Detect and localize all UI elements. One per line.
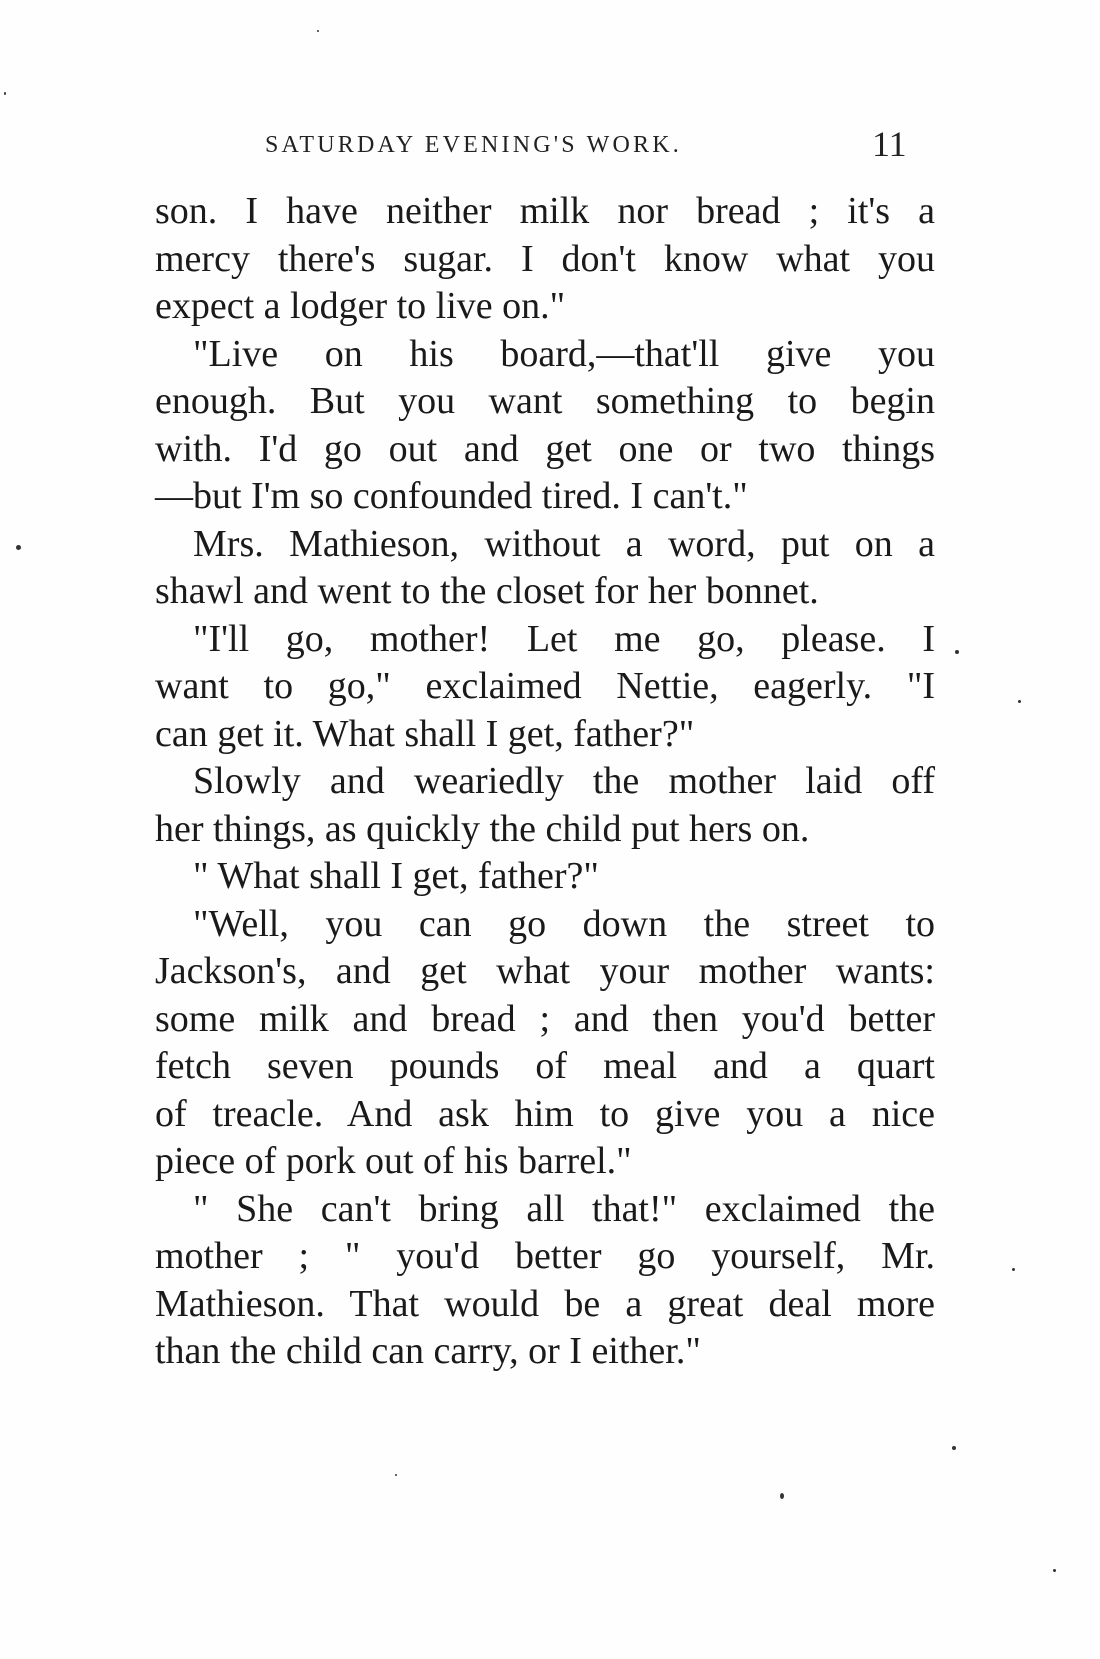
text-line: with. I'd go out and get one or two things [155, 427, 935, 470]
body-text [155, 188, 935, 1376]
text-line: Mrs. Mathieson, without a word, put on a [193, 522, 935, 565]
scan-speck [16, 545, 21, 550]
text-line: mercy there's sugar. I don't know what you [155, 237, 935, 280]
scan-speck [780, 1493, 784, 1499]
text-line: shawl and went to the closet for her bonnet. [155, 570, 819, 612]
text-line: fetch seven pounds of meal and a quart [155, 1045, 935, 1087]
text-line: "I'll go, mother! Let me go, please. I [193, 617, 935, 660]
text-line: mother ; " you'd better go yourself, Mr. [155, 1235, 935, 1277]
text-line: " She can't bring all that!" exclaimed the [193, 1187, 935, 1230]
text-line: "Live on his board,—that'll give you [193, 332, 935, 375]
text-line: Jackson's, and get what your mother wants: [155, 950, 935, 992]
scan-speck [395, 1474, 397, 1476]
scan-speck [952, 1446, 956, 1450]
text-line: can get it. What shall I get, father?" [155, 712, 695, 755]
text-line: —but I'm so confounded tired. I can't." [155, 475, 748, 517]
scan-speck [955, 650, 959, 654]
text-line: expect a lodger to live on." [155, 285, 566, 327]
scan-speck [317, 30, 319, 32]
text-line: enough. But you want something to begin [155, 380, 935, 422]
running-head-title: SATURDAY EVENING'S WORK. [265, 132, 682, 158]
text-line: her things, as quickly the child put hers on. [155, 807, 810, 850]
text-line: piece of pork out of his barrel." [155, 1140, 632, 1182]
text-line: want to go," exclaimed Nettie, eagerly. "I [155, 665, 935, 707]
text-line: Mathieson. That would be a great deal more [155, 1282, 935, 1325]
text-line: of treacle. And ask him to give you a nice [155, 1092, 935, 1135]
text-line: Slowly and weariedly the mother laid off [193, 760, 935, 802]
scan-speck [1018, 700, 1021, 703]
text-line: "Well, you can go down the street to [193, 902, 935, 945]
text-line: " What shall I get, father?" [193, 855, 599, 897]
scan-speck [4, 92, 6, 95]
page-number: 11 [872, 124, 907, 164]
text-line: than the child can carry, or I either." [155, 1330, 701, 1372]
text-line: some milk and bread ; and then you'd better [155, 997, 935, 1040]
text-line: son. I have neither milk nor bread ; it's a [155, 190, 935, 232]
scan-speck [1053, 1569, 1056, 1572]
scan-speck [1012, 1268, 1015, 1271]
